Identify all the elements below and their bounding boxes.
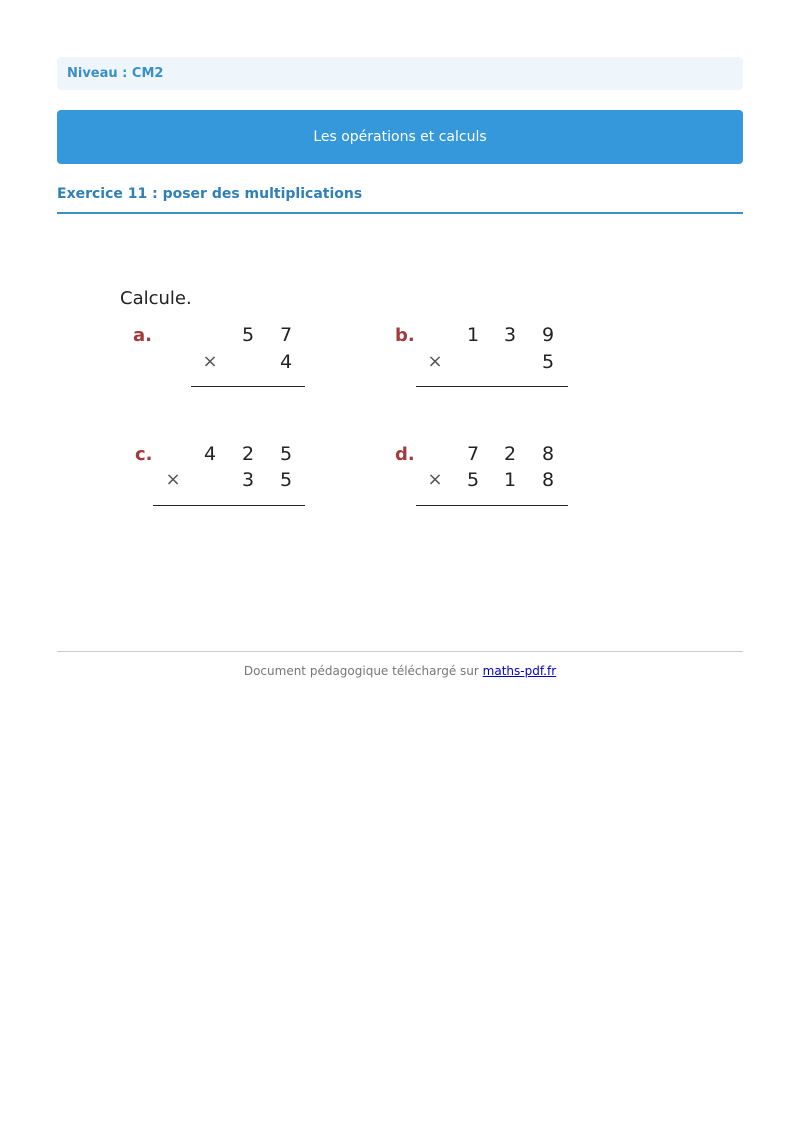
problem-letter: b.	[395, 325, 415, 346]
digit: 3	[241, 469, 255, 491]
digit: 5	[241, 324, 255, 346]
digit: 5	[466, 469, 480, 491]
multiply-sign: ×	[202, 351, 218, 372]
digit: 3	[503, 324, 517, 346]
footer	[57, 664, 743, 678]
multiply-sign: ×	[165, 469, 181, 490]
level-label: Niveau : CM2	[57, 57, 743, 90]
digit: 8	[541, 469, 555, 491]
problem-letter: c.	[135, 444, 153, 465]
digit: 9	[541, 324, 555, 346]
digit: 5	[541, 351, 555, 373]
problem-letter: a.	[133, 325, 152, 346]
digit: 1	[466, 324, 480, 346]
result-line	[416, 505, 568, 506]
digit: 7	[279, 324, 293, 346]
digit: 5	[279, 469, 293, 491]
footer-text: Document pédagogique téléchargé sur	[243, 664, 479, 678]
digit: 4	[279, 351, 293, 373]
multiply-sign: ×	[427, 351, 443, 372]
problem-letter: d.	[395, 444, 415, 465]
digit: 5	[279, 443, 293, 465]
result-line	[416, 386, 568, 387]
instruction: Calcule.	[120, 288, 192, 309]
digit: 2	[241, 443, 255, 465]
digit: 1	[503, 469, 517, 491]
result-line	[153, 505, 305, 506]
digit: 4	[203, 443, 217, 465]
result-line	[191, 386, 305, 387]
exercise-title: Exercice 11 : poser des multiplications	[57, 186, 743, 214]
topic-banner: Les opérations et calculs	[57, 110, 743, 164]
footer-link[interactable]: maths-pdf.fr	[482, 664, 557, 678]
digit: 7	[466, 443, 480, 465]
footer-divider	[57, 651, 743, 652]
digit: 2	[503, 443, 517, 465]
digit: 8	[541, 443, 555, 465]
multiply-sign: ×	[427, 469, 443, 490]
